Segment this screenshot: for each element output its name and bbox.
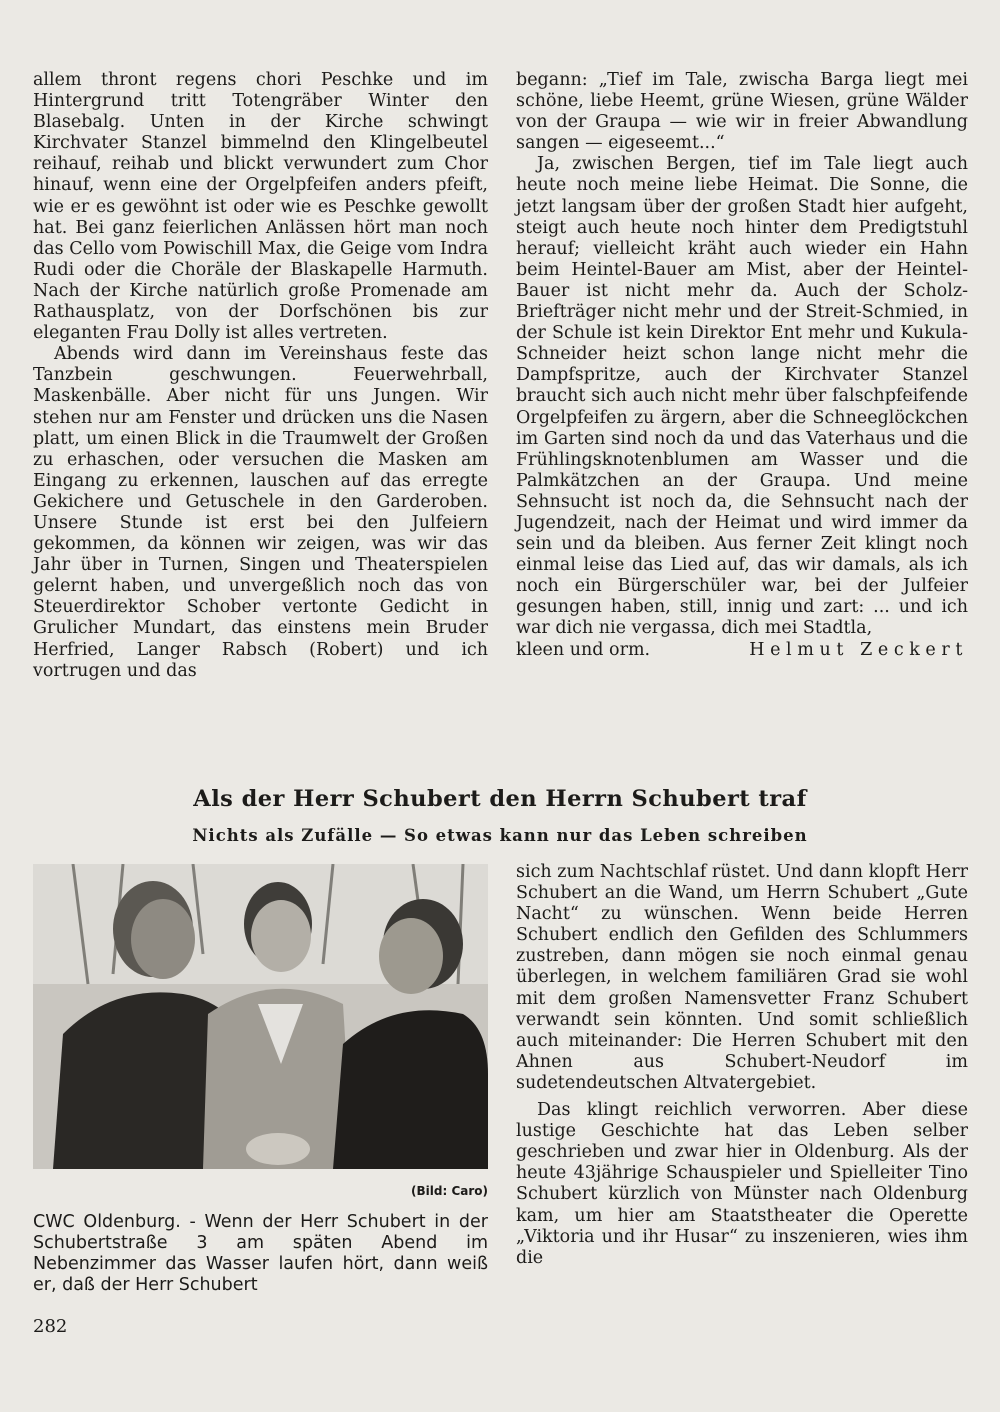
article-right-column — [516, 862, 968, 1269]
closing-text: kleen und orm. — [516, 639, 651, 660]
lead-paragraph: CWC Oldenburg. - Wenn der Herr Schubert in der Schubertstraße 3 am späten Abend im Nebenzimmer das Wasser laufen hört, dann weiß er, daß der Herr Schubert — [33, 1212, 488, 1296]
paragraph — [33, 1212, 488, 1296]
paragraph: Das klingt reichlich verworren. Aber diese lustige Geschichte hat das Leben selber geschrieben und zwar hier in Oldenburg. Als der heute 43jährige Schauspieler und Spielleiter Tino Schubert kürzlich von Münster nach Oldenburg kam, um hier am Staatstheater die Operette „Viktoria und ihr Husar“ zu inszenieren, wies ihm die — [516, 1100, 968, 1268]
paragraph: allem thront regens chori Peschke und im Hintergrund tritt Totengräber Winter den Blasebalg. Unten in der Kirche schwingt Kirchvater Stanzel bimmelnd den Klingelbeutel reihauf, reihab und blickt verwundert zum Chor hinauf, wenn eine der Orgelpfeifen anders pfeift, wie er es gewöhnt ist oder wie es Peschke gewollt hat. Bei ganz feierlichen Anlässen hört man noch das Cello vom Powischill Max, die Geige vom Indra Rudi oder die Choräle der Blaskapelle Harmuth. Nach der Kirche natürlich große Promenade am Rathausplatz, von der Dorfschönen bis zur eleganten Frau Dolly ist alles vertreten. — [33, 70, 488, 344]
page-number: 282 — [33, 1316, 68, 1337]
photo-credit: (Bild: Caro) — [411, 1184, 488, 1198]
paragraph: begann: „Tief im Tale, zwischa Barga liegt mei schöne, liebe Heemt, grüne Wiesen, grüne Wälder von der Graupa — wie wir in freier Abwandlung sangen — eigeseemt...“ — [516, 70, 968, 154]
paragraph: sich zum Nachtschlaf rüstet. Und dann klopft Herr Schubert an die Wand, um Herrn Schubert „Gute Nacht“ zu wünschen. Wenn beide Herren Schubert endlich den Gefilden des Schlummers zustreben, dann mögen sie noch einmal genau überlegen, in welchem familiären Grad sie wohl mit dem großen Namensvetter Franz Schubert verwandt sein könnten. Und somit schließlich auch miteinander: Die Herren Schubert mit den Ahnen aus Schubert-Neudorf im sudetendeutschen Altvatergebiet. — [516, 862, 968, 1093]
paragraph: Abends wird dann im Vereinshaus feste das Tanzbein geschwungen. Feuerwehrball, Maskenbälle. Aber nicht für uns Jungen. Wir stehen nur am Fenster und drücken uns die Nasen platt, um einen Blick in die Traumwelt der Großen zu erhaschen, oder versuchen die Masken am Eingang zu erkennen, lauschen auf das erregte Gekichere und Getuschele in den Garderoben. Unsere Stunde ist erst bei den Julfeiern gekommen, da können wir zeigen, was wir das Jahr über in Turnen, Singen und Theaterspielen gelernt haben, und unvergeßlich noch das von Steuerdirektor Schober vertonte Gedicht in Grulicher Mundart, das einstens mein Bruder Herfried, Langer Rabsch (Robert) und ich vortrugen und das — [33, 344, 488, 681]
upper-left-column — [33, 70, 488, 682]
three-men-photo-illustration — [33, 864, 488, 1169]
article-title: Als der Herr Schubert den Herrn Schubert traf — [193, 786, 807, 812]
article-photo — [33, 864, 488, 1169]
article-left-column — [33, 1212, 488, 1296]
signature-line — [516, 640, 968, 661]
upper-right-column — [516, 70, 968, 661]
author-signature: Helmut Zeckert — [749, 639, 968, 660]
article-subtitle: Nichts als Zufälle — So etwas kann nur das Leben schreiben — [192, 826, 808, 845]
paragraph: Ja, zwischen Bergen, tief im Tale liegt auch heute noch meine liebe Heimat. Die Sonne, die jetzt langsam über der großen Stadt hier aufgeht, steigt auch heute noch hinter dem Predigtstuhl herauf; vielleicht kräht auch wieder ein Hahn beim Heintel-Bauer am Mist, aber der Heintel-Bauer ist nicht mehr da. Auch der Scholz-Briefträger nicht mehr und der Streit-Schmied, in der Schule ist kein Direktor Ent mehr und Kukula-Schneider heizt schon lange nicht mehr die Dampfspritze, auch der Kirchvater Stanzel braucht sich auch nicht mehr über falschpfeifende Orgelpfeifen zu ärgern, aber die Schneeglöckchen im Garten sind noch da und das Vaterhaus und die Frühlingsknotenblumen am Wasser und die Palmkätzchen an der Graupa. Und meine Sehnsucht ist noch da, die Sehnsucht nach der Jugendzeit, nach der Heimat und wird immer da sein und da bleiben. Aus ferner Zeit klingt noch einmal leise das Lied auf, das wir damals, als ich noch ein Bürgerschüler war, bei der Julfeier gesungen haben, still, innig und zart: ... und ich war dich nie vergassa, dich mei Stadtla, — [516, 154, 968, 639]
